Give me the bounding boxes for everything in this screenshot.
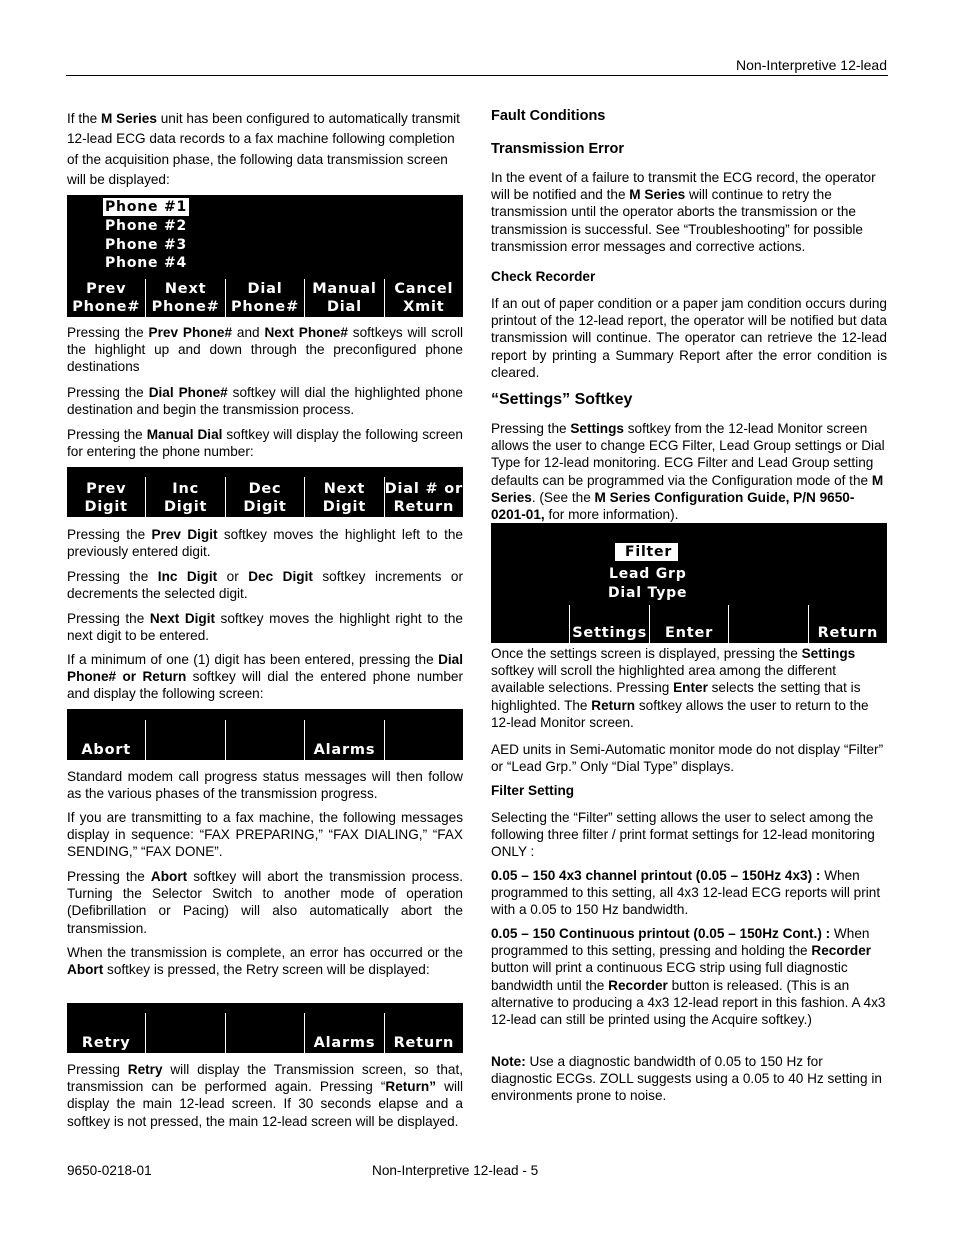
softkey-dial-or-return: Dial # or Return (384, 477, 463, 517)
check-recorder-paragraph: If an out of paper condition or a paper jam condition occurs during printout of the 12-lead report, the operator will be notified but data transmission will continue. The operator can retrieve the 12-lead report by printing a Summary Report after the error condition is cleared. (491, 296, 887, 380)
fax-messages-paragraph: If you are transmitting to a fax machine, the following messages display in sequence: “FAX PREPARING,” “FAX DIALING,” “FAX SENDING,” “FAX DONE”. (67, 810, 463, 860)
settings-screen (491, 523, 887, 643)
softkey-blank (225, 1013, 304, 1053)
softkey-abort: Abort (81, 742, 132, 758)
retry-paragraph: Pressing Retry will display the Transmission screen, so that, transmission can be performed again. Pressing “Return” will display the main 12-lead screen. If 30 seconds elapse and a softkey is not pressed, the main 12-lead screen will be displayed. (67, 1062, 464, 1129)
footer-doc-number: 9650-0218-01 (67, 1163, 152, 1178)
softkey-blank (225, 720, 304, 760)
transmission-error-paragraph: In the event of a failure to transmit the ECG record, the operator will be notified and the M Series will continue to retry the transmission until the operator aborts the transmission or the transmission is successful. See “Troubleshooting” for possible transmission error messages and corrective actions. (491, 170, 876, 254)
softkey-inc-digit: Inc Digit (145, 477, 224, 517)
softkey-settings: Settings (569, 605, 648, 643)
softkey-enter: Enter (649, 605, 728, 643)
softkey-return: Return (384, 1013, 463, 1053)
menu-item-dial-type: Dial Type (608, 585, 688, 601)
softkey-alarms: Alarms (304, 1013, 383, 1053)
running-header: Non-Interpretive 12-lead (736, 57, 887, 73)
dial-phone-paragraph: Pressing the Dial Phone# softkey will dial the highlighted phone destination and begin the transmission process. (67, 385, 463, 418)
manual-dial-paragraph: Pressing the Manual Dial softkey will display the following screen for entering the phone number: (67, 427, 463, 460)
intro-paragraph: If the M Series unit has been configured to automatically transmit 12-lead ECG data records to a fax machine following completion of the acquisition phase, the following data transmission screen will be displayed: (67, 111, 460, 188)
note-paragraph: Note: Use a diagnostic bandwidth of 0.05 to 150 Hz for diagnostic ECGs. ZOLL suggests using a 0.05 to 40 Hz setting in environments prone to noise. (491, 1054, 882, 1104)
softkey-return: Return (808, 605, 887, 643)
retry-screen (67, 1003, 463, 1053)
filter-continuous-paragraph: 0.05 – 150 Continuous printout (0.05 – 150Hz Cont.) : When programmed to this setting, pressing and holding the Recorder button will print a continuous ECG strip using full diagnostic bandwidth until the Recorder button is released. (This is an alternative to producing a 4x3 12-lead report in this fashion. A 4x3 12-lead can still be printed using the Acquire softkey.) (491, 926, 886, 1028)
prev-next-phone-paragraph: Pressing the Prev Phone# and Next Phone# softkeys will scroll the highlight up and down through the preconfigured phone destinations (67, 325, 464, 375)
softkey-blank (728, 605, 807, 643)
inc-dec-digit-paragraph: Pressing the Inc Digit or Dec Digit softkey increments or decrements the selected digit. (67, 569, 464, 602)
menu-item-phone-1: Phone #1 (105, 199, 188, 215)
softkey-blank (384, 720, 463, 760)
softkey-blank (145, 720, 224, 760)
softkey-dec-digit: Dec Digit (225, 477, 304, 517)
settings-paragraph: Pressing the Settings softkey from the 12-lead Monitor screen allows the user to change ECG Filter, Lead Group settings or Dial Type for 12-lead monitoring. ECG Filter and Lead Group setting defaults can be programmed via the Configuration mode of the M Series. (See the M Series Configuration Guide, P/N 9650-0201-01, for more information). (491, 421, 885, 523)
filter-setting-paragraph: Selecting the “Filter” setting allows the user to select among the following three filter / print format settings for 12-lead monitoring ONLY : (491, 810, 875, 860)
menu-item-phone-3: Phone #3 (105, 237, 188, 253)
softkey-alarms: Alarms (304, 720, 383, 760)
menu-item-phone-2: Phone #2 (105, 218, 188, 234)
softkey-prev-digit: Prev Digit (84, 481, 128, 515)
menu-item-filter: Filter (615, 543, 678, 561)
dialing-screen (67, 709, 463, 760)
heading-transmission-error: Transmission Error (491, 141, 624, 157)
header-rule (66, 75, 888, 76)
prev-digit-paragraph: Pressing the Prev Digit softkey moves the highlight left to the previously entered digit. (67, 527, 463, 560)
softkey-manual-dial: Manual Dial (304, 279, 383, 317)
footer-page-label: Non-Interpretive 12-lead - 5 (372, 1163, 539, 1178)
menu-item-phone-4: Phone #4 (105, 255, 188, 271)
transmission-screen (67, 195, 463, 317)
filter-4x3-paragraph: 0.05 – 150 4x3 channel printout (0.05 – 150Hz 4x3) : When programmed to this setting, all 4x3 12-lead ECG reports will print with a 0.05 to 150 Hz bandwidth. (491, 868, 881, 918)
softkey-blank (145, 1013, 224, 1053)
softkey-prev-phone: Prev Phone# (72, 281, 141, 315)
abort-paragraph: Pressing the Abort softkey will abort the transmission process. Turning the Selector Switch to another mode of operation (Defibrillation or Pacing) will also automatically abort the transmission. (67, 869, 463, 936)
manual-dial-screen (67, 467, 463, 517)
heading-check-recorder: Check Recorder (491, 269, 596, 284)
heading-settings-softkey: “Settings” Softkey (491, 391, 633, 408)
softkey-cancel-xmit: Cancel Xmit (384, 279, 463, 317)
aed-units-paragraph: AED units in Semi-Automatic monitor mode do not display “Filter” or “Lead Grp.” Only “Dial Type” displays. (491, 742, 884, 775)
transmission-complete-paragraph: When the transmission is complete, an error has occurred or the Abort softkey is pressed, the Retry screen will be displayed: (67, 945, 463, 978)
softkey-retry: Retry (81, 1035, 131, 1051)
next-digit-paragraph: Pressing the Next Digit softkey moves the highlight right to the next digit to be entered. (67, 611, 463, 644)
standard-modem-paragraph: Standard modem call progress status messages will then follow as the various phases of the transmission progress. (67, 769, 463, 802)
softkey-dial-phone: Dial Phone# (225, 279, 304, 317)
heading-fault-conditions: Fault Conditions (491, 108, 606, 124)
softkey-next-digit: Next Digit (304, 477, 383, 517)
settings-screen-paragraph: Once the settings screen is displayed, pressing the Settings softkey will scroll the highlighted area among the different available selections. Pressing Enter selects the setting that is highlighted. The Return softkey allows the user to return to the 12-lead Monitor screen. (491, 646, 869, 730)
heading-filter-setting: Filter Setting (491, 783, 575, 798)
softkey-blank (491, 605, 569, 643)
menu-item-lead-grp: Lead Grp (609, 566, 687, 582)
softkey-next-phone: Next Phone# (145, 279, 224, 317)
minimum-digit-paragraph: If a minimum of one (1) digit has been entered, pressing the Dial Phone# or Return softkey will dial the entered phone number and display the following screen: (67, 652, 464, 702)
